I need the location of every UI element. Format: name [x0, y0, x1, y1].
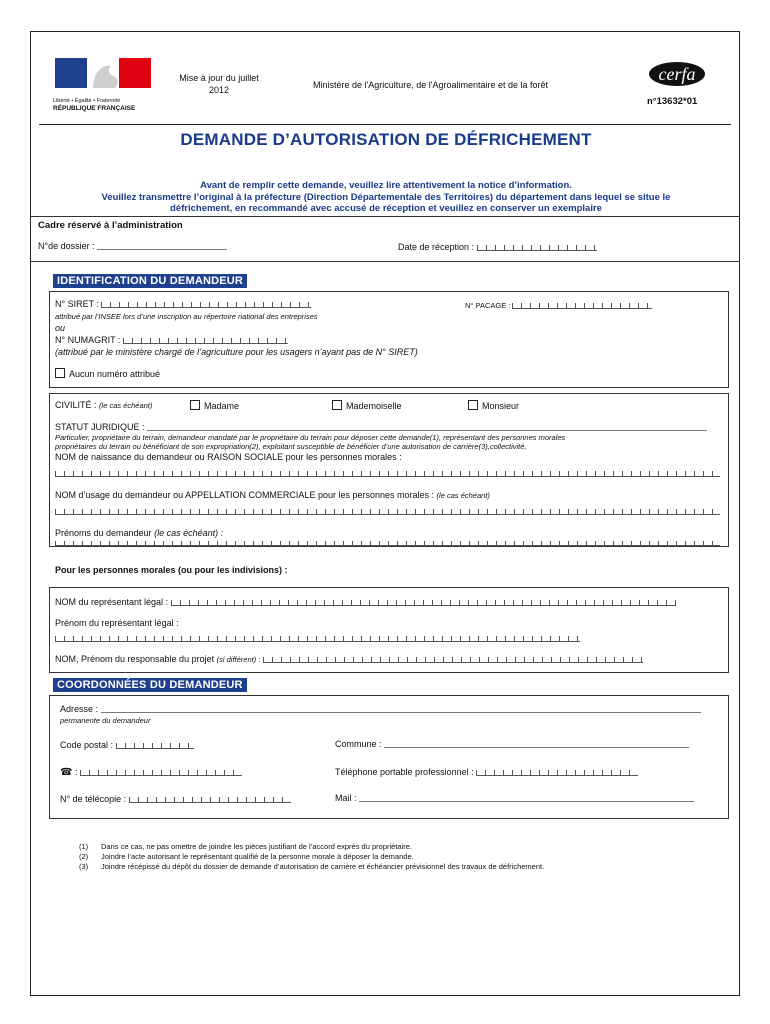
republic-name: RÉPUBLIQUE FRANÇAISE — [53, 105, 136, 112]
legal-entities-heading: Pour les personnes morales (ou pour les indivisions) : — [55, 565, 288, 575]
cerfa-number: n°13632*01 — [647, 96, 698, 107]
commune-label: Commune : — [335, 739, 382, 749]
footnote-3: (3) Joindre récépissé du dépôt du dossier de demande d’autorisation de carrière et échéancier prévisionnel des travaux de défrichement. — [79, 862, 545, 871]
cerfa-logo: cerfa — [649, 62, 705, 86]
first-names-label: Prénoms du demandeur — [55, 528, 152, 538]
footnote-2: (2) Joindre l’acte autorisant le représentant qualifié de la personne morale à déposer la demande. — [79, 852, 414, 861]
fax-field[interactable] — [60, 793, 291, 804]
form-title: DEMANDE D’AUTORISATION DE DÉFRICHEMENT — [180, 130, 592, 149]
telephone-icon: ☎ — [60, 767, 73, 778]
republic-emblem-icon — [53, 56, 153, 92]
rep-name-input[interactable] — [171, 596, 676, 606]
footnotes — [79, 842, 544, 872]
pacage-label: N° PACAGE : — [465, 301, 511, 310]
commune-field[interactable] — [335, 739, 689, 749]
siret-label: N° SIRET : — [55, 299, 99, 309]
numagrit-note: (attribué par le ministère chargé de l’agriculture pour les usagers n’ayant pas de N° SIRET) — [55, 347, 418, 357]
postcode-field[interactable] — [60, 739, 194, 750]
coordinates-frame — [49, 695, 729, 819]
siret-frame — [49, 291, 729, 388]
pacage-input[interactable] — [512, 299, 652, 309]
usage-name-input[interactable] — [55, 505, 720, 515]
legal-status-label: STATUT JURIDIQUE : — [55, 422, 145, 432]
mobile-label: Téléphone portable professionnel : — [335, 767, 474, 777]
republic-motto: Liberté • Égalité • Fraternité — [53, 98, 121, 104]
usage-name-label: NOM d’usage du demandeur ou APPELLATION COMMERCIALE pour les personnes morales : — [55, 490, 435, 500]
mobile-input[interactable] — [476, 766, 638, 776]
numagrit-field[interactable] — [55, 334, 288, 345]
legal-status-field[interactable] — [55, 422, 707, 432]
intro-line-2: Veuillez transmettre l’original à la préfecture (Direction Départementale des Territoires) du département dans lequel se situe le — [101, 191, 671, 203]
phone-input[interactable] — [80, 766, 242, 776]
admin-heading: Cadre réservé à l’administration — [38, 220, 183, 231]
siret-field[interactable] — [55, 298, 311, 309]
file-number-field[interactable] — [38, 241, 227, 251]
file-number-label: N°de dossier : — [38, 241, 95, 251]
mail-field[interactable] — [335, 793, 694, 803]
header-divider — [39, 124, 731, 125]
no-number-checkbox[interactable] — [55, 368, 65, 378]
madame-label: Madame — [204, 401, 240, 411]
madame-checkbox[interactable] — [190, 400, 200, 410]
siret-input[interactable] — [101, 298, 311, 308]
address-input[interactable] — [101, 712, 701, 713]
postcode-label: Code postal : — [60, 740, 114, 750]
fax-label: N° de télécopie : — [60, 794, 127, 804]
coordinates-heading: COORDONNÉES DU DEMANDEUR — [53, 678, 247, 692]
legal-entities-frame — [49, 587, 729, 673]
update-note: Mise à jour du juillet 2012 — [179, 73, 259, 95]
project-manager-input[interactable] — [263, 653, 643, 663]
first-names-note: (le cas échéant) : — [154, 528, 224, 538]
madame-option[interactable] — [190, 400, 239, 411]
or-text: ou — [55, 323, 66, 333]
numagrit-input[interactable] — [123, 334, 288, 344]
admin-frame — [30, 216, 740, 262]
usage-name-row — [55, 490, 490, 500]
mail-input[interactable] — [359, 801, 694, 802]
reception-date-label: Date de réception : — [398, 242, 475, 252]
intro-line-1: Avant de remplir cette demande, veuillez lire attentivement la notice d’information. — [200, 180, 572, 191]
pacage-field[interactable] — [465, 299, 652, 310]
fax-input[interactable] — [129, 793, 291, 803]
mademoiselle-label: Mademoiselle — [346, 401, 402, 411]
birth-name-label: NOM de naissance du demandeur ou RAISON SOCIALE pour les personnes morales : — [55, 452, 402, 462]
reception-date-input[interactable] — [477, 241, 597, 251]
address-note: permanente du demandeur — [60, 716, 151, 725]
file-number-input[interactable] — [97, 249, 227, 250]
footnote-1: (1) Dans ce cas, ne pas omettre de joindre les pièces justifiant de l’accord exprès du propriétaire. — [79, 842, 412, 851]
ministry-name: Ministère de l'Agriculture, de l'Agroalimentaire et de la forêt — [313, 80, 549, 90]
form-page — [30, 31, 740, 996]
reception-date-field[interactable] — [398, 241, 597, 252]
birth-name-input[interactable] — [55, 467, 720, 477]
address-label: Adresse : — [60, 704, 99, 714]
civility-note: (le cas échéant) — [99, 401, 153, 410]
legal-status-input[interactable] — [147, 430, 707, 431]
mobile-field[interactable] — [335, 766, 638, 777]
legal-status-note-2: propriétaires du terrain ou bénéficiant de son expropriation(2), exploitant susceptible de bénéficier d’une autorisation de carrière(3),collectivité, — [55, 442, 527, 451]
project-manager-label: NOM, Prénom du responsable du projet — [55, 654, 215, 664]
mademoiselle-option[interactable] — [332, 400, 402, 411]
monsieur-option[interactable] — [468, 400, 519, 411]
marianne-logo — [53, 56, 153, 110]
mademoiselle-checkbox[interactable] — [332, 400, 342, 410]
civility-frame — [49, 393, 729, 547]
project-manager-field[interactable] — [55, 653, 643, 664]
intro-text — [31, 180, 741, 215]
usage-name-note: (le cas échéant) — [436, 491, 490, 500]
identification-heading: IDENTIFICATION DU DEMANDEUR — [53, 274, 247, 288]
monsieur-label: Monsieur — [482, 401, 520, 411]
rep-first-name-input[interactable] — [55, 632, 580, 642]
intro-line-3: défrichement, en recommandé avec accusé de réception et veuillez en conserver un exemplaire — [170, 203, 602, 214]
commune-input[interactable] — [384, 747, 689, 748]
address-field[interactable] — [60, 704, 701, 714]
siret-note: attribué par l’INSEE lors d’une inscription au répertoire national des entreprises — [55, 312, 318, 321]
legal-status-note-1: Particulier, propriétaire du terrain, demandeur mandaté par le propriétaire du terrain pour déposer cette demande(1), représentant des personnes morales — [55, 433, 566, 442]
first-names-row — [55, 528, 223, 538]
numagrit-label: N° NUMAGRIT : — [55, 335, 121, 345]
monsieur-checkbox[interactable] — [468, 400, 478, 410]
no-number-option[interactable] — [55, 368, 160, 379]
first-names-input[interactable] — [55, 541, 720, 546]
rep-name-field[interactable] — [55, 596, 676, 607]
phone-field[interactable]: ☎ : — [60, 766, 242, 778]
project-manager-note: (si différent) : — [216, 655, 261, 664]
civility-label: CIVILITÉ : — [55, 400, 97, 410]
rep-name-label: NOM du représentant légal : — [55, 597, 169, 607]
rep-first-name-label: Prénom du représentant légal : — [55, 618, 179, 628]
mail-label: Mail : — [335, 793, 357, 803]
postcode-input[interactable] — [116, 739, 194, 749]
no-number-label: Aucun numéro attribué — [69, 369, 161, 379]
